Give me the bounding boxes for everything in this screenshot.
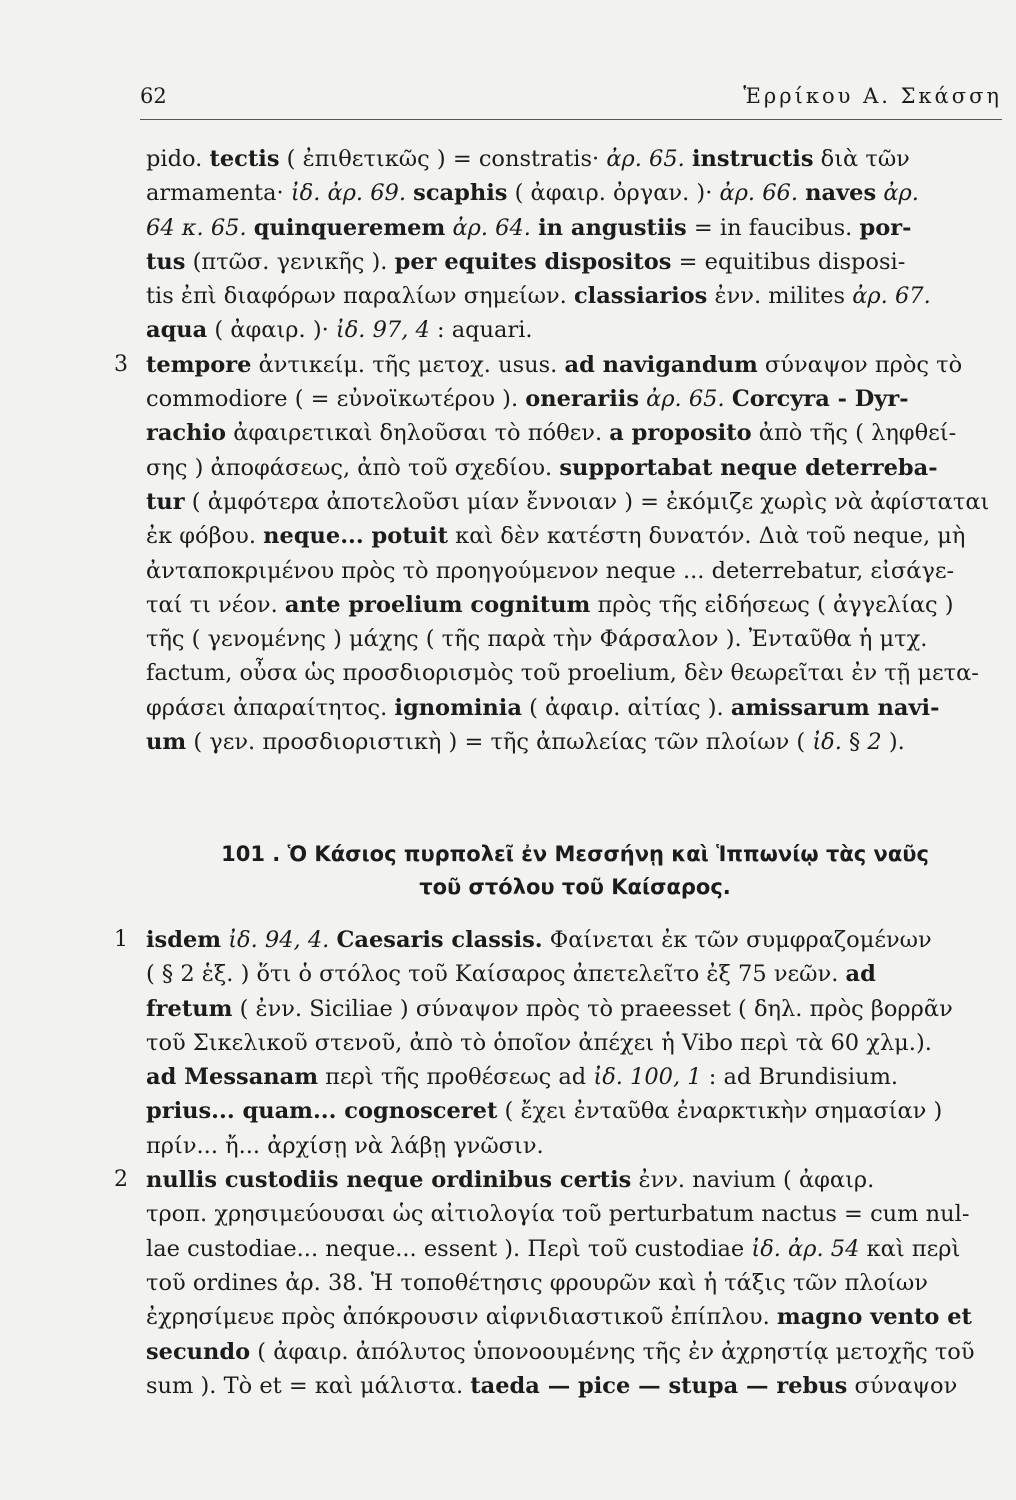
gloss-text (685, 146, 692, 172)
lemma: a proposito (609, 420, 752, 447)
text-line (146, 176, 1004, 210)
lemma: um (146, 729, 187, 756)
text-line (146, 1232, 1004, 1266)
text-line (114, 1163, 1004, 1197)
text-line (146, 1300, 1004, 1334)
gloss-text: ἐχρησίμευε πρὸς ἀπόκρουσιν αἰφνιδιαστικοῦ ἐπίπλου. (146, 1304, 777, 1331)
gloss-text: τοῦ Σικελικοῦ στενοῦ, ἀπὸ τὸ ὁποῖον ἀπέχει ἡ Vibo περὶ τὰ 60 χλμ.). (146, 1029, 932, 1056)
lemma: ad Messanam (146, 1064, 319, 1091)
text-line (114, 348, 1004, 382)
lemma: per equites dispositos (394, 248, 672, 275)
gloss-text: ( ἀφαιρ. ὀργαν. )· (507, 180, 720, 207)
lemma: supportabat neque deterreba- (559, 454, 938, 481)
reference: ἰδ. ἀρ. 69. (290, 180, 407, 207)
gloss-text: ἐκ φόβου. (146, 523, 264, 550)
gloss-text: ἀντικείμ. τῆς μετοχ. usus. (251, 351, 565, 378)
gloss-text: πρίν... ἤ... ἀρχίσῃ νὰ λάβῃ γνῶσιν. (146, 1132, 544, 1159)
gloss-text: περὶ τῆς προθέσεως ad (318, 1064, 594, 1091)
gloss-text: ταί τι νέον. (146, 591, 285, 618)
gloss-text: ( § 2 ἑξ. ) ὅτι ὁ στόλος τοῦ Καίσαρος ἀπετελεῖτο ἐξ 75 νεῶν. (146, 961, 846, 988)
gloss-text: ( γεν. προσδιοριστικὴ ) = τῆς ἀπωλείας τῶν πλοίων ( (186, 729, 813, 756)
reference: 64 κ. 65. (146, 214, 247, 241)
gloss-text: factum, οὖσα ὡς προσδιορισμὸς τοῦ proelium, δὲν θεωρεῖται ἐν τῇ μετα- (146, 660, 979, 687)
lemma: Corcyra - Dyr- (731, 386, 909, 413)
gloss-text: (πτῶσ. γενικῆς ). (185, 248, 395, 275)
running-title: Ἑρρίκου Α. Σκάσση (743, 84, 1002, 108)
lemma: scaphis (413, 180, 508, 207)
gloss-text: lae custodiae... neque... essent ). Περὶ τοῦ custodiae (146, 1235, 752, 1262)
text-line (146, 1094, 1004, 1128)
lemma: isdem (146, 927, 222, 953)
text-line (146, 519, 1004, 553)
gloss-text: ( ἀμφότερα ἀποτελοῦσι μίαν ἔννοιαν ) = ἐκόμιζε χωρὶς νὰ ἀφίσταται (184, 488, 990, 515)
text-line (114, 923, 1004, 957)
text-line (146, 588, 1004, 622)
gloss-text: : aquari. (429, 317, 533, 344)
gloss-text: commodiore ( = εὐνοϊκωτέρου ). (146, 386, 526, 413)
text-line (146, 691, 1004, 725)
gloss-text: tis ἐπὶ διαφόρων παραλίων σημείων. (146, 283, 574, 310)
lemma: tur (146, 488, 185, 515)
gloss-text: ( ἀφαιρ. )· (207, 317, 336, 344)
text-line (146, 622, 1004, 656)
gloss-text: pido. (146, 146, 210, 172)
gloss-text: διὰ τῶν (813, 146, 910, 172)
gloss-text: ). (881, 729, 905, 756)
lemma: taeda — pice — stupa — rebus (470, 1372, 848, 1399)
gloss-text: : ad Brundisium. (701, 1064, 899, 1091)
section-heading (146, 838, 1004, 904)
text-line (146, 725, 1004, 759)
lemma: nullis custodiis neque ordinibus certis (146, 1167, 632, 1194)
gloss-text: ἀφαιρετικαὶ δηλοῦσαι τὸ πόθεν. (226, 420, 610, 447)
text-line (146, 451, 1004, 485)
section-heading-line2: τοῦ στόλου τοῦ Καίσαρος. (419, 875, 731, 899)
lemma: magno vento et (776, 1304, 972, 1331)
gloss-text (725, 386, 732, 412)
gloss-text: σης ) ἀποφάσεως, ἀπὸ τοῦ σχεδίου. (146, 454, 560, 481)
lemma: rachio (146, 420, 227, 447)
section-heading-line1: 101 . Ὁ Κάσιος πυρπολεῖ ἐν Μεσσήνῃ καὶ Ἱππωνίῳ τὰς ναῦς (221, 842, 929, 866)
lemma: instructis (692, 146, 814, 172)
text-line (146, 1266, 1004, 1300)
gloss-text: τῆς ( γενομένης ) μάχης ( τῆς παρὰ τὴν Φάρσαλον ). Ἐνταῦθα ἡ μτχ. (146, 626, 928, 653)
lemma: ante proelium cognitum (284, 591, 591, 618)
lemma: tectis (209, 146, 280, 172)
gloss-text: ( ἐνν. Siciliae ) σύναψον πρὸς τὸ praeesset ( δηλ. πρὸς βορρᾶν (232, 995, 953, 1022)
text-line (146, 382, 1004, 416)
gloss-text: armamenta· (146, 180, 291, 207)
lemma: aqua (146, 317, 208, 344)
lemma: fretum (146, 995, 233, 1022)
reference: ἰδ. 100, 1 (593, 1064, 702, 1091)
text-line (146, 656, 1004, 690)
lemma: por- (859, 214, 912, 241)
note-number: 2 (114, 1167, 128, 1193)
page-number: 62 (140, 84, 167, 108)
text-line (146, 1026, 1004, 1060)
lemma: neque... potuit (263, 523, 448, 550)
text-line (146, 245, 1004, 279)
lemma: prius... quam... cognosceret (146, 1098, 498, 1125)
lemma: ad (845, 961, 876, 988)
reference: ἀρ. 66. (719, 180, 799, 207)
text-line (146, 957, 1004, 991)
gloss-text: ( ἀφαιρ. ἀπόλυτος ὑπονοουμένης τῆς ἐν ἀχρηστίᾳ μετοχῆς τοῦ (250, 1338, 975, 1365)
text-line (146, 992, 1004, 1026)
gloss-text: καὶ περὶ (859, 1235, 961, 1262)
text-line (146, 1129, 1004, 1163)
gloss-text: = in faucibus. (686, 214, 860, 241)
header-rule (140, 119, 1002, 120)
reference: ἰδ. (812, 729, 842, 756)
reference: 2 (867, 729, 882, 756)
lemma: onerariis (525, 386, 639, 413)
gloss-text: § (841, 729, 868, 756)
reference: ἀρ. (883, 180, 919, 207)
text-line (146, 1197, 1004, 1231)
gloss-text: καὶ δὲν κατέστη δυνατόν. Διὰ τοῦ neque, μὴ (448, 523, 966, 550)
text-line (146, 1369, 1004, 1403)
lemma: classiarios (573, 283, 708, 310)
reference: ἀρ. 67. (852, 283, 931, 310)
reference: ἰδ. ἀρ. 54 (751, 1235, 860, 1262)
gloss-text: sum ). Τὸ et = καὶ μάλιστα. (146, 1372, 471, 1399)
reference: ἀρ. 65. (646, 386, 725, 413)
lemma: ignominia (394, 694, 522, 721)
gloss-text: τροπ. χρησιμεύουσαι ὡς αἰτιολογία τοῦ perturbatum nactus = cum nul- (146, 1201, 970, 1228)
gloss-text: ( ἐπιθετικῶς ) = constratis· (279, 146, 607, 172)
lemma: tus (146, 248, 186, 275)
gloss-text: ἀπὸ τῆς ( ληφθεί- (751, 420, 957, 447)
gloss-text: Φαίνεται ἐκ τῶν συμφραζομένων (542, 927, 932, 953)
note-number: 3 (114, 351, 128, 377)
reference: ἰδ. 97, 4 (335, 317, 430, 344)
reference: ἀρ. 64. (452, 214, 531, 241)
gloss-text: ( ἀφαιρ. αἰτίας ). (521, 694, 731, 721)
lemma: in angustiis (538, 214, 687, 241)
gloss-text: ἐνν. navium ( ἀφαιρ. (631, 1167, 875, 1194)
lemma: ad navigandum (564, 351, 758, 378)
lemma: secundo (146, 1338, 251, 1365)
gloss-text (247, 215, 254, 241)
gloss-text: σύναψον πρὸς τὸ (757, 351, 963, 378)
commentary-top (114, 142, 1004, 759)
text-line (146, 211, 1004, 245)
text-line (146, 142, 1004, 176)
text-line (146, 279, 1004, 313)
gloss-text: = equitibus disposi- (671, 248, 906, 275)
lemma: amissarum navi- (730, 694, 940, 721)
lemma: tempore (146, 351, 252, 378)
gloss-text: ( ἔχει ἐνταῦθα ἐναρκτικὴν σημασίαν ) (497, 1098, 943, 1125)
text-line (146, 1060, 1004, 1094)
text-line (146, 1335, 1004, 1369)
text-line (146, 554, 1004, 588)
reference: ἰδ. 94, 4. (228, 927, 330, 953)
lemma: Caesaris classis. (336, 927, 543, 953)
gloss-text: πρὸς τῆς εἰδήσεως ( ἀγγελίας ) (590, 591, 954, 618)
page-header (140, 84, 1002, 108)
gloss-text: τοῦ ordines ἀρ. 38. Ἡ τοποθέτησις φρουρῶν καὶ ἡ τάξις τῶν πλοίων (146, 1269, 928, 1296)
gloss-text: ἀνταποκριμένου πρὸς τὸ προηγούμενον neque ... deterrebatur, εἰσάγε- (146, 557, 955, 584)
lemma: quinqueremem (253, 214, 446, 241)
text-line (146, 313, 1004, 347)
commentary-bottom (114, 923, 1004, 1403)
lemma: naves (805, 180, 877, 207)
reference: ἀρ. 65. (606, 146, 685, 172)
gloss-text: ἐνν. milites (707, 283, 853, 310)
gloss-text: σύναψον (847, 1372, 958, 1399)
text-line (146, 416, 1004, 450)
text-line (146, 485, 1004, 519)
gloss-text: φράσει ἀπαραίτητος. (146, 694, 395, 721)
note-number: 1 (114, 927, 128, 952)
